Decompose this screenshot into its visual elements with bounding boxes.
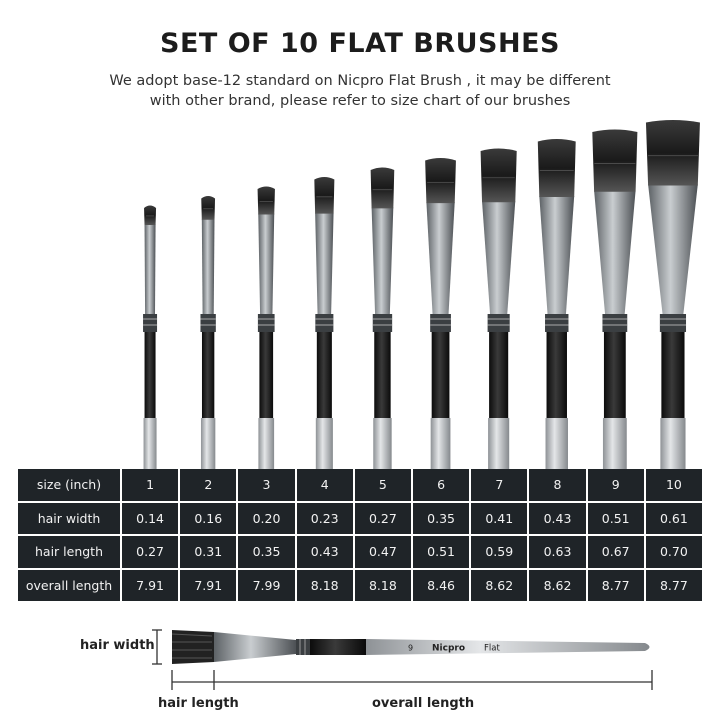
brush-crimp: [488, 314, 510, 332]
brush-ferrule: [482, 201, 515, 314]
hair-width-cell: 0.41: [471, 503, 527, 535]
brush-bristles: [592, 130, 637, 192]
brush-bristles: [371, 168, 395, 209]
size-cell: 5: [355, 469, 411, 501]
row-label-hair-length: hair length: [18, 536, 120, 568]
size-cell: 6: [413, 469, 469, 501]
size-cell: 9: [588, 469, 644, 501]
brush-handle-black: [661, 332, 684, 418]
brush-handle-black: [202, 332, 214, 418]
hair-width-cell: 0.20: [238, 503, 294, 535]
brush-handle-black: [374, 332, 390, 418]
overall-length-cell: 8.18: [355, 570, 411, 602]
brush-handle-silver: [488, 418, 509, 470]
overall-length-cell: 7.91: [180, 570, 236, 602]
hair-width-cell: 0.16: [180, 503, 236, 535]
measurement-diagram: [0, 612, 720, 720]
demo-style: Flat: [484, 643, 500, 654]
brush-ferrule: [426, 202, 454, 314]
demo-crimp: [296, 639, 310, 655]
hair-length-cell: 0.31: [180, 536, 236, 568]
length-measure-lines: [172, 670, 652, 690]
brush-crimp: [373, 314, 392, 332]
hair-length-cell: 0.47: [355, 536, 411, 568]
overall-length-cell: 7.91: [122, 570, 178, 602]
brush-ferrule: [202, 219, 215, 314]
hair-width-cell: 0.43: [529, 503, 585, 535]
size-cell: 1: [122, 469, 178, 501]
brush-bristles: [481, 149, 517, 203]
brush-ferrule: [648, 185, 698, 315]
brush-handle-black: [547, 332, 567, 418]
demo-brand: Nicpro: [432, 643, 466, 654]
brush-handle-black: [317, 332, 332, 418]
brush-ferrule: [145, 224, 156, 314]
hair-width-cell: 0.23: [297, 503, 353, 535]
overall-length-cell: 8.62: [529, 570, 585, 602]
overall-length-label: overall length: [372, 696, 475, 711]
brush-handle-silver: [546, 418, 568, 470]
hair-width-cell: 0.14: [122, 503, 178, 535]
brush-bristles: [425, 158, 456, 203]
overall-length-cell: 7.99: [238, 570, 294, 602]
overall-length-cell: 8.18: [297, 570, 353, 602]
brush-ferrule: [594, 191, 635, 314]
hair-length-cell: 0.70: [646, 536, 702, 568]
size-cell: 10: [646, 469, 702, 501]
hair-width-label: hair width: [80, 638, 155, 653]
brush-ferrule: [539, 196, 574, 314]
brush-ferrule: [372, 207, 394, 314]
size-chart-table: [18, 469, 702, 601]
brush-handle-silver: [144, 418, 157, 470]
brush-handle-black: [259, 332, 273, 418]
brush-crimp: [430, 314, 451, 332]
brush-crimp: [660, 314, 686, 332]
brush-handle-silver: [201, 418, 215, 470]
hair-width-cell: 0.27: [355, 503, 411, 535]
hair-length-cell: 0.27: [122, 536, 178, 568]
hair-length-cell: 0.51: [413, 536, 469, 568]
brush-ferrule: [315, 213, 333, 314]
page-title: SET OF 10 FLAT BRUSHES: [160, 28, 560, 59]
overall-length-cell: 8.46: [413, 570, 469, 602]
brush-handle-black: [145, 332, 156, 418]
hair-width-cell: 0.51: [588, 503, 644, 535]
brush-crimp: [143, 314, 157, 332]
hair-length-label: hair length: [158, 696, 239, 711]
size-cell: 3: [238, 469, 294, 501]
hair-length-cell: 0.43: [297, 536, 353, 568]
row-label-overall-length: overall length: [18, 570, 120, 602]
brush-crimp: [602, 314, 627, 332]
brush-handle-silver: [373, 418, 391, 470]
brush-bristles: [258, 187, 275, 215]
brush-handle-silver: [660, 418, 685, 470]
brush-bristles: [314, 177, 334, 214]
demo-handle-number: 9: [408, 643, 414, 653]
brush-ferrule: [258, 214, 274, 314]
brush-handle-black: [489, 332, 508, 418]
brush-handle-black: [604, 332, 626, 418]
demo-ferrule: [214, 632, 296, 662]
size-cell: 8: [529, 469, 585, 501]
subtitle-line-2: with other brand, please refer to size chart of our brushes: [149, 93, 571, 109]
brush-handle-silver: [431, 418, 451, 470]
hair-width-cell: 0.35: [413, 503, 469, 535]
overall-length-cell: 8.62: [471, 570, 527, 602]
size-cell: 2: [180, 469, 236, 501]
row-label-size: size (inch): [18, 469, 120, 501]
brush-handle-black: [432, 332, 450, 418]
size-cell: 7: [471, 469, 527, 501]
size-cell: 4: [297, 469, 353, 501]
brush-bristles: [538, 139, 576, 197]
hair-length-cell: 0.63: [529, 536, 585, 568]
demo-handle-black: [310, 639, 366, 655]
brush-crimp: [315, 314, 333, 332]
hair-length-cell: 0.67: [588, 536, 644, 568]
brush-crimp: [258, 314, 275, 332]
subtitle-line-1: We adopt base-12 standard on Nicpro Flat Brush , it may be different: [109, 73, 611, 89]
overall-length-cell: 8.77: [588, 570, 644, 602]
hair-length-cell: 0.59: [471, 536, 527, 568]
row-label-hair-width: hair width: [18, 503, 120, 535]
brush-crimp: [200, 314, 215, 332]
overall-length-cell: 8.77: [646, 570, 702, 602]
hair-length-cell: 0.35: [238, 536, 294, 568]
brush-bristles: [144, 206, 156, 226]
brush-group: [143, 120, 700, 470]
brush-set-illustration: [0, 118, 720, 470]
brush-handle-silver: [603, 418, 627, 470]
brush-bristles: [201, 196, 215, 220]
brush-handle-silver: [316, 418, 333, 470]
brush-handle-silver: [258, 418, 274, 470]
brush-bristles: [646, 120, 700, 186]
brush-crimp: [545, 314, 568, 332]
hair-width-cell: 0.61: [646, 503, 702, 535]
